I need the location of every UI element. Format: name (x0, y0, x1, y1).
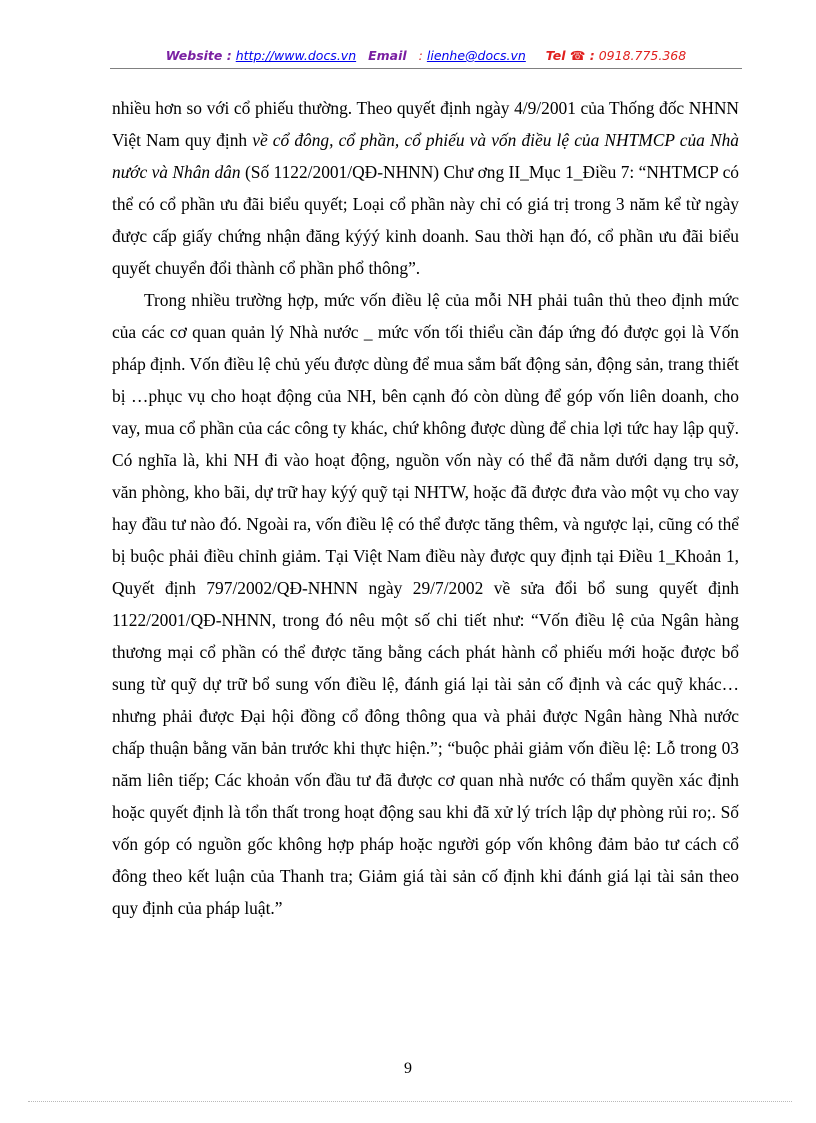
paragraph-1-text-b: (Số 1122/2001/QĐ-NHNN) Chư ơng II_Mục 1_Điều 7: “NHTMCP có thể có cổ phần ưu đãi biểu quyết; Loại cổ phần này chỉ có giá trị trong 3 năm kể từ ngày được cấp giấy chứng nhận đăng kýýý kinh doanh. Sau thời hạn đó, cổ phần ưu đãi biểu quyết chuyển đổi thành cổ phần phổ thông”. (112, 162, 739, 278)
header-divider (110, 68, 742, 69)
paragraph-1-text-a: nhiều hơn so với cổ phiếu thường. Theo quyết định ngày 4/9/2001 của Thống đốc NHNN Việt Nam quy định (112, 98, 739, 150)
website-label: Website : (165, 48, 232, 63)
paragraph-2: Trong nhiều trường hợp, mức vốn điều lệ của mỗi NH phải tuân thủ theo định mức của các cơ quan quản lý Nhà nước _ mức vốn tối thiểu cần đáp ứng đó được gọi là Vốn pháp định. Vốn điều lệ chủ yếu được dùng để mua sắm bất động sản, động sản, trang thiết bị …phục vụ cho hoạt động của NH, bên cạnh đó còn dùng để góp vốn liên doanh, cho vay, mua cổ phần của các công ty khác, chứ không được dùng để chia lợi tức hay lập quỹ. Có nghĩa là, khi NH đi vào hoạt động, nguồn vốn này có thể đã nằm dưới dạng trụ sở, văn phòng, kho bãi, dự trữ hay kýý quỹ tại NHTW, hoặc đã được đưa vào một vụ cho vay hay đầu tư nào đó. Ngoài ra, vốn điều lệ có thể được tăng thêm, và ngược lại, cũng có thể bị buộc phải điều chỉnh giảm. Tại Việt Nam điều này được quy định tại Điều 1_Khoản 1, Quyết định 797/2002/QĐ-NHNN ngày 29/7/2002 về sửa đổi bổ sung quyết định 1122/2001/QĐ-NHNN, trong đó nêu một số chi tiết như: “Vốn điều lệ của Ngân hàng thương mại cổ phần có thể được tăng bằng cách phát hành cổ phiếu mới hoặc được bổ sung từ quỹ dự trữ bổ sung vốn điều lệ, đánh giá lại tài sản cố định và các quỹ khác…nhưng phải được Đại hội đồng cổ đông thông qua và phải được Ngân hàng Nhà nước chấp thuận bằng văn bản trước khi thực hiện.”; “buộc phải giảm vốn điều lệ: Lỗ trong 03 năm liên tiếp; Các khoản vốn đầu tư đã được cơ quan nhà nước có thẩm quyền xác định hoặc quyết định là tổn thất trong hoạt động sau khi đã xử lý trích lập dự phòng rủi ro;. Số vốn góp có nguồn gốc không hợp pháp hoặc người góp vốn không đảm bảo tư cách cổ đông theo kết luận của Thanh tra; Giảm giá tài sản cố định khi đánh giá lại tài sản theo quy định của pháp luật.” (112, 290, 739, 918)
footer-dotted-line (28, 1101, 792, 1102)
paragraph-1-italic: về cổ đông, cổ phần, cổ phiếu và vốn điều lệ của NHTMCP của Nhà nước và Nhân dân (112, 130, 739, 182)
tel-number: 0918.775.368 (598, 48, 687, 63)
paragraph-1 (112, 92, 739, 284)
page-number: 9 (404, 1060, 412, 1077)
email-label: Email (368, 48, 407, 63)
website-link[interactable]: http://www.docs.vn (235, 48, 357, 63)
email-link[interactable]: lienhe@docs.vn (426, 48, 526, 63)
page-header (110, 48, 742, 63)
tel-label: Tel ☎ : (545, 48, 595, 63)
email-colon: : (418, 48, 423, 63)
document-body (112, 92, 739, 924)
